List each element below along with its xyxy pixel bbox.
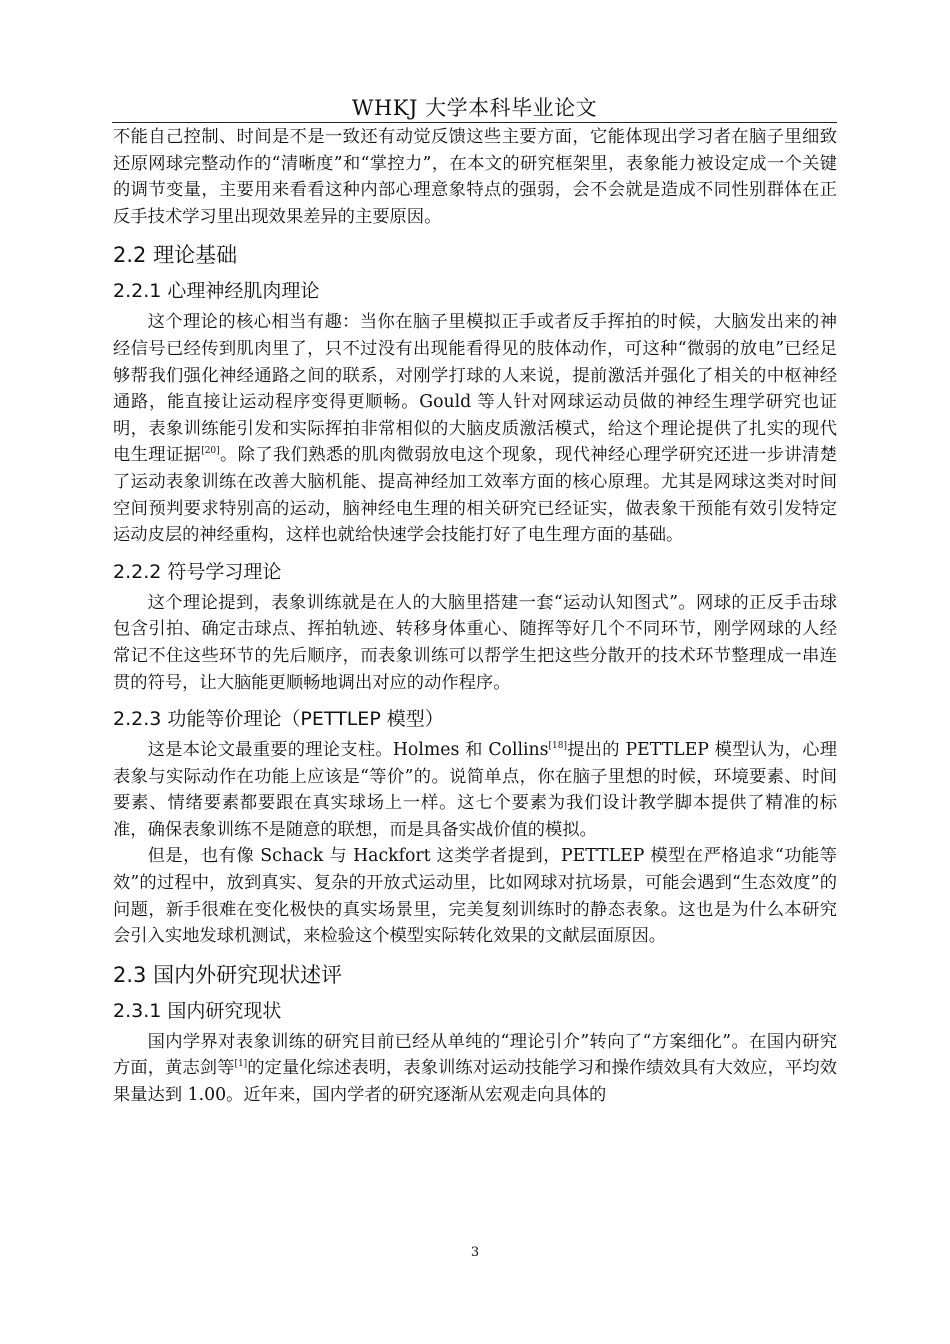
paragraph-pettlep: [113, 737, 837, 843]
subsection-heading-2-2-1: 2.2.1 心理神经肌肉理论: [113, 280, 320, 303]
paragraph-text: 。除了我们熟悉的肌肉微弱放电这个现象，现代神经心理学研究还进一步讲清楚了运动表象训练在改善大脑机能、提高神经加工效率方面的核心原理。尤其是网球这类对时间空间预判要求特别高的运动，脑神经电生理的相关研究已经证实，做表象干预能有效引发特定运动皮层的神经重构，这样也就给快速学会技能打好了电生理方面的基础。: [113, 445, 837, 546]
paragraph-text: 国内学界对表象训练的研究目前已经从单纯的“理论引介”转向了“方案细化”。在国内研究方面，黄志剑等: [113, 1031, 837, 1079]
paragraph-text: 这个理论的核心相当有趣：当你在脑子里模拟正手或者反手挥拍的时候，大脑发出来的神经信号已经传到肌肉里了，只不过没有出现能看得见的肢体动作，可这种“微弱的放电”已经足够帮我们强化神经通路之间的联系，对刚学打球的人来说，提前激活并强化了相关的中枢神经通路，能直接让运动程序变得更顺畅。Gould 等人针对网球运动员做的神经生理学研究也证明，表象训练能引发和实际挥拍非常相似的大脑皮质激活模式，给这个理论提供了扎实的现代电生理证据: [113, 312, 837, 466]
subsection-heading-2-3-1: 2.3.1 国内研究现状: [113, 999, 282, 1022]
subsection-heading-2-2-2: 2.2.2 符号学习理论: [113, 560, 282, 583]
section-heading-2-3: 2.3 国内外研究现状述评: [113, 962, 343, 987]
paragraph-ecological-validity: 但是，也有像 Schack 与 Hackfort 这类学者提到，PETTLEP 模型在严格追求“功能等效”的过程中，放到真实、复杂的开放式运动里，比如网球对抗场景，可能会遇到“生态效度”的问题，新手很难在变化极快的真实场景里，完美复刻训练时的静态表象。这也是为什么本研究会引入实地发球机测试，来检验这个模型实际转化效果的文献层面原因。: [113, 846, 837, 947]
page-number: 3: [470, 1245, 480, 1260]
running-header: WHKJ 大学本科毕业论文: [112, 94, 837, 123]
document-body: [113, 124, 837, 1109]
citation-ref: [18]: [548, 741, 568, 752]
citation-ref: [1]: [234, 1059, 248, 1070]
paragraph-domestic-research: [113, 1029, 837, 1109]
paragraph-neuromuscular-theory: [113, 309, 837, 548]
paragraph-text: 提出的 PETTLEP 模型认为，心理表象与实际动作在功能上应该是“等价”的。说简单点，你在脑子里想的时候，环境要素、时间要素、情绪要素都要跟在真实球场上一样。这七个要素为我们设计教学脚本提供了精准的标准，确保表象训练不是随意的联想，而是具备实战价值的模拟。: [113, 740, 837, 840]
subsection-heading-2-2-3: 2.2.3 功能等价理论（PETTLEP 模型）: [113, 708, 444, 731]
section-heading-2-2: 2.2 理论基础: [113, 243, 238, 268]
paragraph-text: 的定量化综述表明，表象训练对运动技能学习和操作绩效具有大效应，平均效果量达到 1.00。近年来，国内学者的研究逐渐从宏观走向具体的: [113, 1058, 837, 1106]
paragraph-text: 这是本论文最重要的理论支柱。Holmes 和 Collins: [147, 740, 549, 761]
citation-ref: [20]: [201, 446, 220, 457]
paragraph-continued: 不能自己控制、时间是不是一致还有动觉反馈这些主要方面，它能体现出学习者在脑子里细致还原网球完整动作的“清晰度”和“掌控力”，在本文的研究框架里，表象能力被设定成一个关键的调节变量，主要用来看看这种内部心理意象特点的强弱，会不会就是造成不同性别群体在正反手技术学习里出现效果差异的主要原因。: [113, 127, 837, 227]
paragraph-symbolic-learning: 这个理论提到，表象训练就是在人的大脑里搭建一套“运动认知图式”。网球的正反手击球包含引拍、确定击球点、挥拍轨迹、转移身体重心、随挥等好几个不同环节，刚学网球的人经常记不住这些环节的先后顺序，而表象训练可以帮学生把这些分散开的技术环节整理成一串连贯的符号，让大脑能更顺畅地调出对应的动作程序。: [113, 592, 837, 693]
